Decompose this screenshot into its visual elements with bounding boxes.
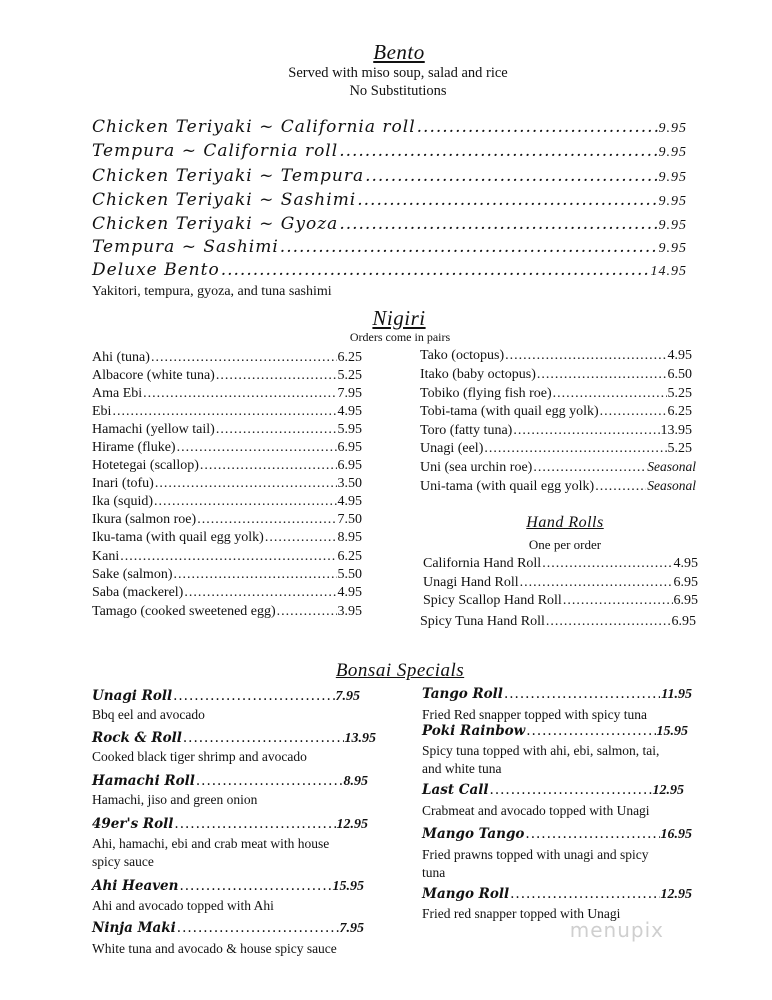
hand-roll-name: Spicy Tuna Hand Roll	[420, 614, 545, 629]
nigiri-item	[92, 440, 362, 456]
leader-dots	[143, 386, 336, 402]
special-description: Ahi, hamachi, ebi and crab meat with house	[92, 836, 330, 851]
special-name: Poki Rainbow	[422, 723, 526, 739]
special-item	[92, 878, 364, 895]
special-name: 49er's Roll	[92, 816, 174, 832]
nigiri-item	[92, 476, 362, 492]
nigiri-item-price: 6.50	[667, 367, 692, 382]
nigiri-item	[92, 368, 362, 384]
hand-roll-price: 6.95	[671, 614, 696, 629]
nigiri-item-price: 6.95	[337, 440, 362, 455]
leader-dots	[173, 688, 334, 704]
nigiri-item-name: Ahi (tuna)	[92, 350, 150, 365]
leader-dots	[510, 886, 659, 902]
leader-dots	[265, 530, 337, 546]
hand-rolls-subtitle: One per order	[528, 537, 602, 552]
special-description: Fried prawns topped with unagi and spicy	[422, 847, 649, 862]
nigiri-item-name: Ika (squid)	[92, 494, 154, 509]
nigiri-item-price: 5.25	[667, 441, 692, 456]
nigiri-item-price: 6.95	[337, 458, 362, 473]
special-name: Tango Roll	[422, 686, 503, 702]
bento-item-price: 9.95	[658, 218, 687, 233]
leader-dots	[280, 237, 658, 257]
nigiri-item-price: 3.95	[337, 604, 362, 619]
nigiri-item-price: 6.25	[337, 350, 362, 365]
leader-dots	[546, 614, 671, 630]
nigiri-item	[420, 423, 692, 439]
nigiri-item-name: Uni (sea urchin roe)	[420, 460, 533, 475]
nigiri-item-price: 13.95	[660, 423, 692, 438]
bento-item-name: Tempura ~ Sashimi	[92, 237, 279, 257]
nigiri-item	[92, 494, 362, 510]
hand-roll-price: 4.95	[673, 556, 698, 571]
special-description: Hamachi, jiso and green onion	[92, 792, 258, 807]
leader-dots	[542, 556, 672, 572]
hand-roll-item	[420, 614, 696, 630]
nigiri-item-name: Tako (octopus)	[420, 348, 505, 363]
nigiri-item-name: Ebi	[92, 404, 112, 419]
special-item	[422, 886, 692, 903]
special-price: 12.95	[660, 887, 692, 902]
hand-rolls-title: Hand Rolls	[526, 514, 604, 531]
leader-dots	[339, 141, 657, 161]
special-price: 7.95	[339, 921, 364, 936]
leader-dots	[357, 190, 657, 210]
nigiri-item-price: 8.95	[337, 530, 362, 545]
leader-dots	[177, 920, 339, 936]
bento-item	[92, 260, 687, 280]
nigiri-item-price: 6.25	[667, 404, 692, 419]
nigiri-item	[92, 404, 362, 420]
leader-dots	[533, 460, 646, 476]
nigiri-item	[420, 367, 692, 383]
hand-roll-price: 6.95	[673, 593, 698, 608]
nigiri-item	[92, 512, 362, 528]
nigiri-item-price: 4.95	[337, 585, 362, 600]
special-description: White tuna and avocado & house spicy sauce	[92, 941, 337, 956]
bento-item-price: 14.95	[650, 264, 687, 279]
nigiri-item-price: 4.95	[337, 404, 362, 419]
leader-dots	[513, 423, 659, 439]
special-price: 15.95	[656, 724, 688, 739]
nigiri-item-name: Itako (baby octopus)	[420, 367, 536, 382]
leader-dots	[537, 367, 667, 383]
nigiri-item	[420, 478, 696, 495]
leader-dots	[174, 816, 335, 832]
nigiri-item	[92, 549, 362, 565]
special-item	[422, 782, 684, 799]
leader-dots	[490, 782, 652, 798]
leader-dots	[595, 479, 646, 495]
leader-dots	[339, 214, 657, 234]
nigiri-item-price: 7.50	[337, 512, 362, 527]
bento-item-name: Tempura ~ California roll	[92, 141, 339, 161]
specials-title: Bonsai Specials	[335, 660, 465, 681]
nigiri-item-name: Inari (tofu)	[92, 476, 154, 491]
nigiri-item-name: Kani	[92, 549, 120, 564]
leader-dots	[196, 773, 343, 789]
nigiri-title: Nigiri	[372, 306, 426, 330]
leader-dots	[526, 723, 655, 739]
nigiri-item	[92, 458, 362, 474]
nigiri-item-name: Toro (fatty tuna)	[420, 423, 513, 438]
bento-item-name: Chicken Teriyaki ~ Sashimi	[92, 190, 357, 210]
bento-item	[92, 141, 687, 161]
special-item	[422, 686, 692, 703]
leader-dots	[520, 575, 673, 591]
bento-item	[92, 237, 687, 257]
special-description: Fried red snapper topped with Unagi	[422, 906, 621, 921]
special-price: 11.95	[661, 687, 692, 702]
nigiri-item	[92, 604, 362, 620]
hand-roll-price: 6.95	[673, 575, 698, 590]
special-description: Ahi and avocado topped with Ahi	[92, 898, 274, 913]
bento-item	[92, 117, 687, 137]
special-name: Mango Tango	[422, 826, 525, 842]
leader-dots	[184, 585, 336, 601]
special-name: Ahi Heaven	[92, 878, 179, 894]
bento-subtitle-1: Served with miso soup, salad and rice	[288, 65, 508, 81]
nigiri-item-name: Tobi-tama (with quail egg yolk)	[420, 404, 599, 419]
bento-subtitle-2: No Substitutions	[349, 83, 447, 99]
hand-roll-item	[423, 593, 698, 609]
nigiri-item-name: Albacore (white tuna)	[92, 368, 215, 383]
special-description: Fried Red snapper topped with spicy tuna	[422, 707, 647, 722]
bento-item-name: Chicken Teriyaki ~ Gyoza	[92, 214, 339, 234]
special-name: Unagi Roll	[92, 688, 173, 704]
nigiri-item	[92, 530, 362, 546]
nigiri-item-name: Tamago (cooked sweetened egg)	[92, 604, 276, 619]
special-item	[92, 773, 368, 790]
nigiri-item-price: Seasonal	[647, 478, 696, 493]
nigiri-subtitle: Orders come in pairs	[349, 330, 451, 344]
leader-dots	[365, 166, 657, 186]
bento-item-name: Chicken Teriyaki ~ California roll	[92, 117, 416, 137]
nigiri-item-price: 4.95	[337, 494, 362, 509]
leader-dots	[216, 422, 337, 438]
bento-item-price: 9.95	[658, 145, 687, 160]
leader-dots	[151, 350, 337, 366]
nigiri-item	[92, 386, 362, 402]
leader-dots	[504, 686, 660, 702]
leader-dots	[484, 441, 666, 457]
leader-dots	[112, 404, 336, 420]
bento-item	[92, 214, 687, 234]
leader-dots	[221, 260, 650, 280]
deluxe-bento-description: Yakitori, tempura, gyoza, and tuna sashimi	[92, 284, 332, 299]
special-item	[92, 688, 360, 705]
leader-dots	[154, 494, 336, 510]
nigiri-item-name: Tobiko (flying fish roe)	[420, 386, 552, 401]
nigiri-item-name: Hotetegai (scallop)	[92, 458, 199, 473]
nigiri-item	[420, 386, 692, 402]
special-name: Mango Roll	[422, 886, 510, 902]
nigiri-item	[420, 348, 692, 364]
bento-item	[92, 190, 687, 210]
leader-dots	[197, 512, 336, 528]
nigiri-item-name: Saba (mackerel)	[92, 585, 184, 600]
leader-dots	[120, 549, 336, 565]
special-name: Last Call	[422, 782, 489, 798]
nigiri-item	[420, 404, 692, 420]
bento-item-price: 9.95	[658, 194, 687, 209]
special-price: 13.95	[344, 731, 376, 746]
nigiri-item-name: Ama Ebi	[92, 386, 143, 401]
nigiri-item-name: Sake (salmon)	[92, 567, 173, 582]
leader-dots	[183, 730, 344, 746]
leader-dots	[600, 404, 667, 420]
leader-dots	[525, 826, 659, 842]
hand-roll-name: Spicy Scallop Hand Roll	[423, 593, 562, 608]
special-price: 16.95	[660, 827, 692, 842]
special-price: 8.95	[343, 774, 368, 789]
bento-item-name: Chicken Teriyaki ~ Tempura	[92, 166, 365, 186]
leader-dots	[179, 878, 331, 894]
special-description: Spicy tuna topped with ahi, ebi, salmon, tai,	[422, 743, 660, 758]
special-price: 7.95	[335, 689, 360, 704]
special-description: Cooked black tiger shrimp and avocado	[92, 749, 307, 764]
leader-dots	[177, 440, 337, 456]
leader-dots	[173, 567, 336, 583]
nigiri-item-name: Ikura (salmon roe)	[92, 512, 197, 527]
leader-dots	[505, 348, 666, 364]
nigiri-item	[420, 441, 692, 457]
bento-item-price: 9.95	[658, 121, 687, 136]
special-description: spicy sauce	[92, 854, 154, 869]
nigiri-item	[92, 567, 362, 583]
nigiri-item	[92, 350, 362, 366]
watermark: menupix	[569, 918, 664, 942]
nigiri-item-price: Seasonal	[647, 459, 696, 474]
hand-roll-name: California Hand Roll	[423, 556, 542, 571]
nigiri-item-price: 5.25	[667, 386, 692, 401]
bento-item	[92, 166, 687, 186]
special-description: Bbq eel and avocado	[92, 707, 205, 722]
nigiri-item-price: 5.50	[337, 567, 362, 582]
nigiri-item-name: Iku-tama (with quail egg yolk)	[92, 530, 264, 545]
special-description: Crabmeat and avocado topped with Unagi	[422, 803, 650, 818]
leader-dots	[277, 604, 337, 620]
special-description: tuna	[422, 865, 446, 880]
nigiri-item-name: Uni-tama (with quail egg yolk)	[420, 479, 595, 494]
nigiri-item-price: 6.25	[337, 549, 362, 564]
nigiri-item-price: 3.50	[337, 476, 362, 491]
special-name: Hamachi Roll	[92, 773, 195, 789]
special-item	[92, 816, 368, 833]
nigiri-item	[92, 422, 362, 438]
bento-item-name: Deluxe Bento	[92, 260, 220, 280]
hand-roll-name: Unagi Hand Roll	[423, 575, 519, 590]
special-price: 12.95	[652, 783, 684, 798]
leader-dots	[200, 458, 337, 474]
special-item	[422, 826, 692, 843]
bento-item-price: 9.95	[658, 170, 687, 185]
nigiri-item-name: Hirame (fluke)	[92, 440, 176, 455]
bento-item-price: 9.95	[658, 241, 687, 256]
leader-dots	[216, 368, 337, 384]
special-item	[92, 920, 364, 937]
special-price: 12.95	[336, 817, 368, 832]
leader-dots	[155, 476, 337, 492]
special-item	[422, 723, 688, 740]
nigiri-item-price: 5.95	[337, 422, 362, 437]
hand-roll-item	[423, 575, 698, 591]
hand-roll-item	[423, 556, 698, 572]
nigiri-item-price: 5.25	[337, 368, 362, 383]
special-price: 15.95	[332, 879, 364, 894]
leader-dots	[553, 386, 667, 402]
nigiri-item-price: 4.95	[667, 348, 692, 363]
nigiri-item	[420, 459, 696, 476]
nigiri-item	[92, 585, 362, 601]
nigiri-item-price: 7.95	[337, 386, 362, 401]
special-name: Ninja Maki	[92, 920, 176, 936]
nigiri-item-name: Hamachi (yellow tail)	[92, 422, 215, 437]
leader-dots	[417, 117, 658, 137]
bento-title: Bento	[373, 40, 425, 64]
special-name: Rock & Roll	[92, 730, 182, 746]
leader-dots	[563, 593, 673, 609]
special-item	[92, 730, 376, 747]
special-description: and white tuna	[422, 761, 502, 776]
nigiri-item-name: Unagi (eel)	[420, 441, 484, 456]
